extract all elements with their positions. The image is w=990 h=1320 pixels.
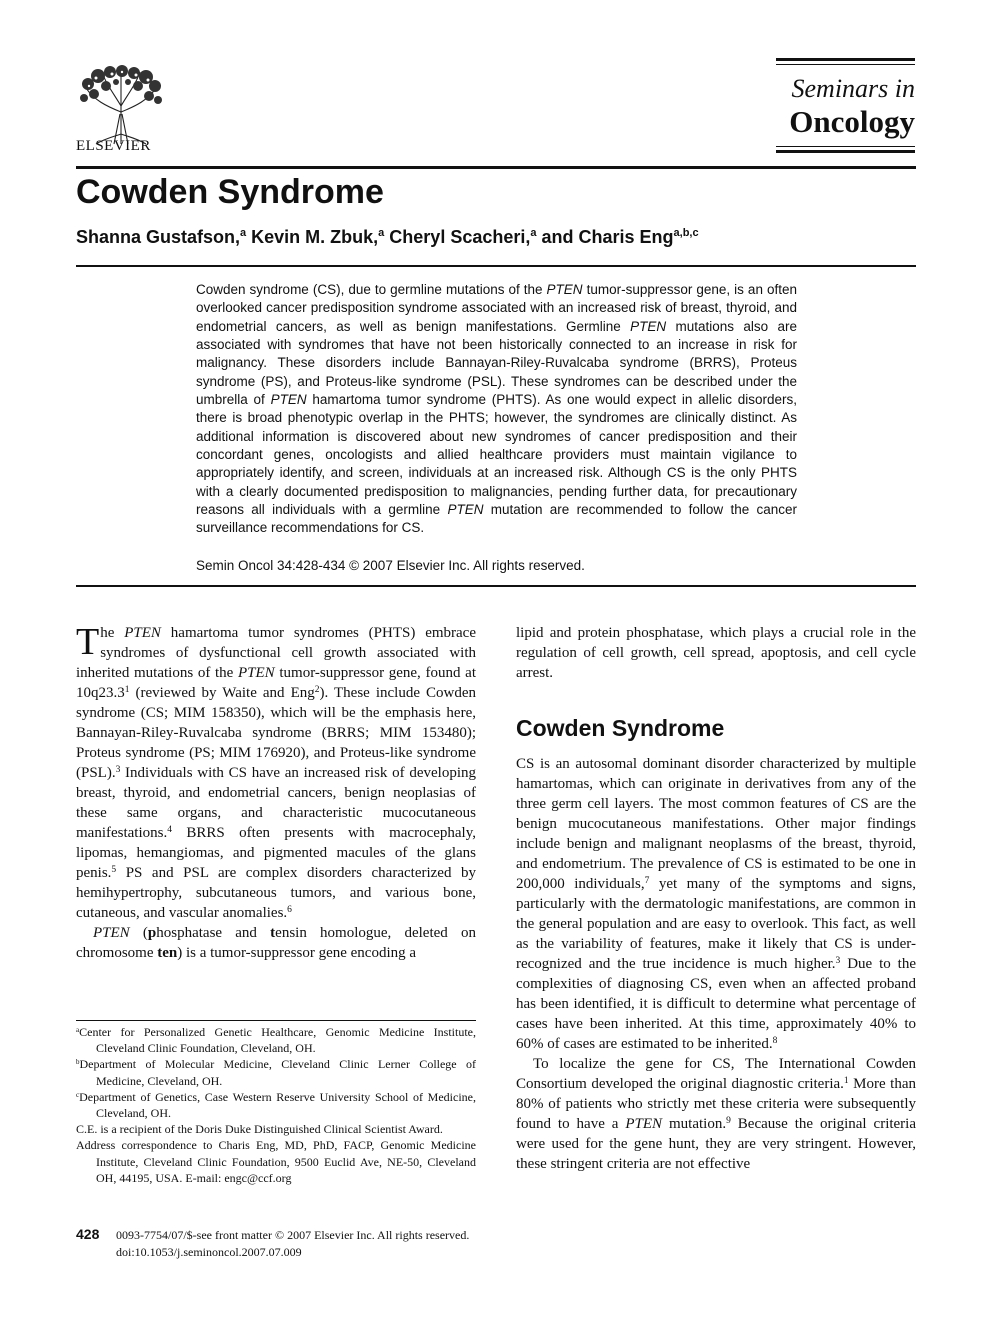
doi-text[interactable]: doi:10.1053/j.seminoncol.2007.07.009 bbox=[116, 1245, 302, 1259]
reference-link[interactable]: 5 bbox=[111, 865, 117, 875]
gene-name: PTEN bbox=[238, 665, 275, 681]
author-name: Shanna Gustafson, bbox=[76, 227, 241, 247]
masthead-rule-bottom bbox=[776, 150, 915, 153]
gene-name: PTEN bbox=[546, 282, 583, 297]
author-name: and Charis Eng bbox=[536, 227, 674, 247]
body-text: tumor-suppressor gene, found at 10q23.3 bbox=[76, 665, 476, 701]
reference-link[interactable]: 6 bbox=[287, 905, 292, 915]
abstract-text: mutations also are associated with syndromes that have not been historically connected to an increase in risk for malignancy. These disorders include Bannayan-Riley-Ruvalcaba syndrome (BRRS), Proteus syndrome (PS), and Proteus-like syndrome (PSL). These syndromes can be described under the umbrella of bbox=[196, 318, 797, 407]
abstract-rule-bottom bbox=[76, 585, 916, 587]
reference-link[interactable]: 3 bbox=[115, 765, 121, 775]
abstract-paragraph bbox=[196, 281, 797, 538]
author-name: Cheryl Scacheri, bbox=[384, 227, 531, 247]
body-text: Because the original criteria were used for the gene hunt, they are very stringent. However, these stringent criteria are not effective bbox=[516, 1116, 917, 1172]
body-column-right bbox=[516, 623, 916, 1174]
reference-link[interactable]: 9 bbox=[726, 1116, 731, 1126]
reference-link[interactable]: 8 bbox=[772, 1036, 778, 1046]
journal-citation: Semin Oncol 34:428-434 © 2007 Elsevier Inc. All rights reserved. bbox=[196, 558, 585, 573]
acronym-letter: p bbox=[147, 925, 157, 941]
body-text: ). These include Cowden syndrome (CS; MIM 158350), which will be the emphasis here, Bannayan-Riley-Ruvalcaba syndrome (BRRS; MIM 153480); Proteus syndrome (PS; MIM 176920), and Proteus-like syndrome (PSL). bbox=[76, 685, 477, 781]
footnote-text: Department of Molecular Medicine, Cleveland Clinic Lerner College of Medicine, Cleveland, OH. bbox=[79, 1057, 476, 1088]
footnote-affiliation-c bbox=[76, 1089, 476, 1121]
body-paragraph bbox=[516, 1054, 916, 1174]
body-text: yet many of the symptoms and signs, particularly with the dermatologic manifestations, are common in the general population and are easy to overlook. This fact, as well as the variability of features, make it likely that CS is under-recognized and the true incidence is much higher. bbox=[516, 876, 916, 972]
body-text: To localize the gene for CS, The International Cowden Consortium developed the original diagnostic criteria. bbox=[516, 1056, 916, 1092]
footnote-mark: c bbox=[76, 1090, 80, 1099]
footnote-mark: b bbox=[76, 1058, 80, 1067]
body-text: ensin homologue, deleted on chromosome bbox=[76, 925, 477, 961]
reference-link[interactable]: 2 bbox=[314, 685, 320, 695]
gene-name: PTEN bbox=[625, 1116, 663, 1132]
footnote-affiliation-b bbox=[76, 1056, 476, 1088]
masthead-rule-top-thin bbox=[776, 64, 915, 65]
publisher-name: ELSEVIER bbox=[76, 138, 151, 154]
masthead-rule-bottom-thin bbox=[776, 146, 915, 147]
reference-link[interactable]: 3 bbox=[835, 956, 841, 966]
footnote-mark: a bbox=[76, 1026, 80, 1034]
acronym-letter: ten bbox=[157, 945, 178, 961]
body-text: (reviewed by Waite and Eng bbox=[129, 685, 315, 701]
body-paragraph bbox=[516, 754, 916, 1054]
copyright-block bbox=[116, 1227, 469, 1261]
author-affiliation-mark: a bbox=[378, 227, 385, 239]
footnote-text: Department of Genetics, Case Western Reserve University School of Medicine, Cleveland, OH. bbox=[79, 1089, 476, 1121]
footnote-award: C.E. is a recipient of the Doris Duke Distinguished Clinical Scientist Award. bbox=[76, 1122, 443, 1137]
reference-link[interactable]: 4 bbox=[167, 825, 172, 835]
reference-link[interactable]: 1 bbox=[124, 685, 130, 695]
abstract-text: tumor-suppressor gene, is an often overlooked cancer predisposition syndrome associated with an increased risk of breast, thyroid, and endometrial cancers, as well as benign manifestations. Germline bbox=[196, 282, 797, 334]
drop-cap: T bbox=[76, 621, 100, 663]
acronym-letter: t bbox=[270, 925, 276, 941]
abstract bbox=[196, 281, 797, 538]
body-paragraph bbox=[76, 923, 476, 963]
body-text: BRRS often presents with macrocephaly, lipomas, hemangiomas, and pigmented macules of the glans penis. bbox=[76, 825, 476, 881]
author-affiliation-mark: a bbox=[240, 227, 247, 239]
author-affiliation-mark: a,b,c bbox=[673, 227, 699, 239]
body-text: hamartoma tumor syndromes (PHTS) embrace syndromes of dysfunctional cell growth associated with inherited mutations of the bbox=[76, 625, 476, 681]
body-column-left bbox=[76, 623, 476, 963]
body-text: More than 80% of patients who strictly met these criteria were subsequently found to have a bbox=[516, 1076, 916, 1132]
body-text: Individuals with CS have an increased risk of developing breast, thyroid, and endometrial cancers, benign neoplasias of these same organs, and characteristic mucocutaneous manifestations. bbox=[76, 765, 476, 841]
author-affiliation-mark: a bbox=[530, 227, 537, 239]
copyright-text: 0093-7754/07/$-see front matter © 2007 Elsevier Inc. All rights reserved. bbox=[116, 1228, 470, 1242]
gene-name: PTEN bbox=[124, 625, 161, 641]
journal-name-line1: Seminars in bbox=[791, 74, 915, 103]
footnote-affiliation-a bbox=[76, 1024, 476, 1056]
footnote-rule bbox=[76, 1020, 476, 1021]
author-name: Kevin M. Zbuk, bbox=[246, 227, 379, 247]
body-text: he bbox=[100, 625, 125, 641]
abstract-rule-top bbox=[76, 265, 916, 267]
body-text: hosphatase and bbox=[156, 925, 271, 941]
footnote-text: Center for Personalized Genetic Healthcare, Genomic Medicine Institute, Cleveland Clinic Foundation, Cleveland, OH. bbox=[79, 1025, 476, 1056]
reference-link[interactable]: 1 bbox=[843, 1076, 849, 1086]
footnote-correspondence: Address correspondence to Charis Eng, MD, PhD, FACP, Genomic Medicine Institute, Cleveland Clinic Foundation, 9500 Euclid Ave, NE-50, Cleveland OH, 44195, USA. E-mail: engc@ccf.org bbox=[76, 1138, 476, 1185]
author-list bbox=[76, 224, 699, 250]
gene-name: PTEN bbox=[447, 501, 484, 517]
body-text: CS is an autosomal dominant disorder characterized by multiple hamartomas, which can originate in derivatives from any of the three germ cell layers. The most common features of CS are the benign mucocutaneous manifestations. Other major findings include benign and malignant neoplasms of the breast, thyroid, and endometrium. The prevalence of CS is estimated to be one in 200,000 individuals, bbox=[516, 756, 916, 892]
gene-name: PTEN bbox=[630, 318, 667, 334]
page-number: 428 bbox=[76, 1226, 100, 1242]
abstract-text: hamartoma tumor syndrome (PHTS). As one would expect in allelic disorders, there is broad phenotypic overlap in the PHTS; however, the syndromes are clinically distinct. As additional information is discovered about new syndromes of cancer predisposition and their concordant genes, oncologists and allied healthcare providers must maintain vigilance to appropriately identify, and screen, individuals at an increased risk. Although CS is the only PHTS with a clearly documented predisposition to malignancies, pending further data, for precautionary reasons all individuals with a germline bbox=[196, 391, 797, 517]
gene-name: PTEN bbox=[270, 391, 307, 407]
article-title: Cowden Syndrome bbox=[76, 173, 384, 211]
masthead-rule-top bbox=[776, 58, 915, 61]
body-text: PS and PSL are complex disorders characterized by hemihypertrophy, subcutaneous tumors, and various bone, cutaneous, and vascular anomalies. bbox=[76, 865, 476, 921]
body-text: mutation. bbox=[662, 1116, 727, 1132]
body-text: ( bbox=[129, 925, 148, 941]
body-paragraph: lipid and protein phosphatase, which plays a crucial role in the regulation of cell growth, cell spread, apoptosis, and cell cycle arrest. bbox=[516, 625, 916, 681]
gene-name: PTEN bbox=[93, 925, 130, 941]
abstract-text: Cowden syndrome (CS), due to germline mutations of the bbox=[196, 282, 547, 297]
footnotes bbox=[76, 1024, 476, 1186]
body-text: Due to the complexities of diagnosing CS, even when an affected proband has been identified, it is difficult to determine what percentage of cases have been inherited. At this time, approximately 40% to 60% of cases are estimated to be inherited. bbox=[516, 956, 917, 1052]
abstract-text: mutation are recommended to follow the cancer surveillance recommendations for CS. bbox=[196, 501, 797, 536]
body-text: ) is a tumor-suppressor gene encoding a bbox=[177, 945, 417, 961]
journal-name-line2: Oncology bbox=[789, 104, 915, 139]
header-rule bbox=[76, 166, 916, 169]
section-heading: Cowden Syndrome bbox=[516, 715, 725, 741]
body-paragraph bbox=[76, 623, 476, 923]
reference-link[interactable]: 7 bbox=[644, 876, 650, 886]
